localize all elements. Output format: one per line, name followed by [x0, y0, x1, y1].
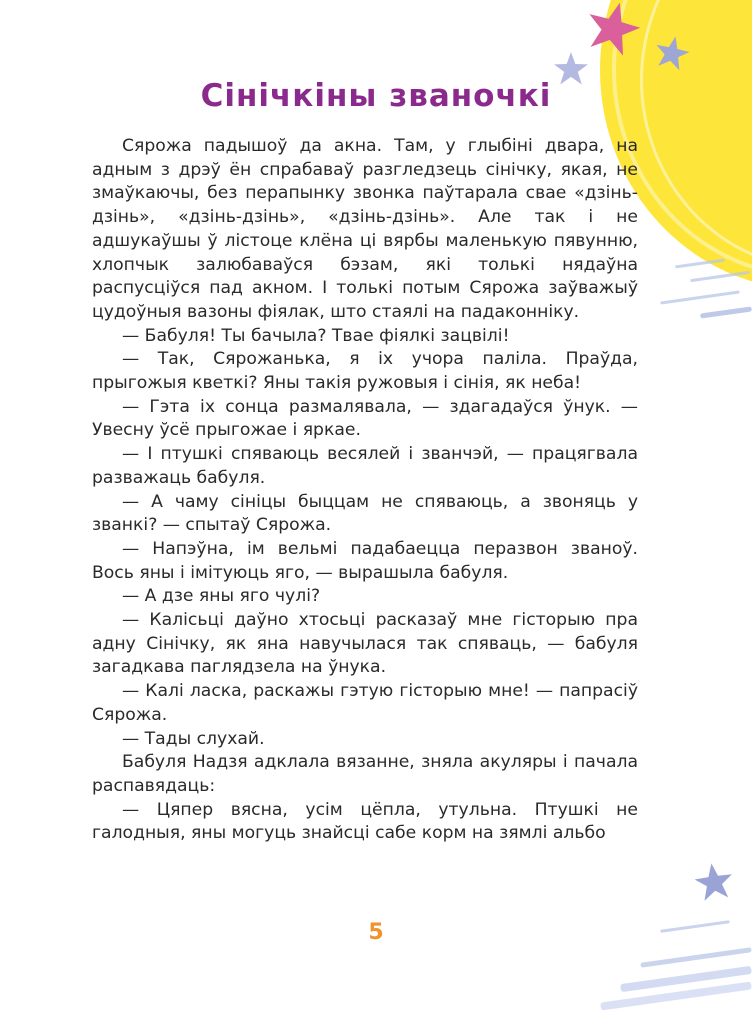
blue-star-icon [654, 35, 690, 71]
story-title: Сінічкіны званочкі [200, 78, 552, 114]
paragraph: — І птушкі спяваюць весялей і званчэй, — працягвала разважаць бабуля. [92, 444, 638, 488]
paragraph: — Так, Сярожанька, я іх учора паліла. Праўда, прыгожыя кветкі? Яны такія ружовыя і сінія, як неба! [92, 349, 638, 394]
page-number: 5 [368, 920, 384, 945]
pink-star-icon [584, 0, 642, 56]
paragraph: Сярожа падышоў да акна. Там, у глыбіні двара, на адным з дрэў ён спрабаваў разгледзець сінічку, якая, не змаўкаючы, без перапынку звонка паўтарала свае «дзінь-дзінь», «дзінь-дзінь», «дзінь-дзінь». Але так і не адшукаўшы ў лістоце клёна ці вярбы маленькую пявунню, хлопчык залюбаваўся бэзам, які толькі нядаўна распусціўся пад акном. І толькі потым Сярожа заўважыў цудоўныя вазоны фіялак, што стаялі на падаконніку. [92, 136, 638, 322]
paragraph: — Тады слухай. [122, 728, 265, 749]
paragraph: — А дзе яны яго чулі? [122, 586, 321, 607]
paragraph: — Бабуля! Ты бачыла? Твае фіялкі зацвілі! [122, 325, 510, 346]
story-body [92, 135, 638, 846]
paragraph: — Гэта іх сонца размалявала, — здагадаўся ўнук. — Увесну ўсё прыгожае і яркае. [92, 396, 638, 441]
paragraph: — Цяпер вясна, усім цёпла, утульна. Птушкі не галодныя, яны могуць знайсці сабе корм на зямлі альбо [92, 799, 638, 844]
paragraph: — Напэўна, ім вельмі падабаецца перазвон званоў. Вось яны і імітуюць яго, — вырашыла бабуля. [92, 538, 638, 583]
paragraph: Бабуля Надзя адклала вязанне, зняла акуляры і пачала распавядаць: [92, 752, 638, 796]
paragraph: — Калі ласка, раскажы гэтую гісторыю мне! — папрасіў Сярожа. [92, 681, 638, 725]
paragraph: — Калісьці даўно хтосьці расказаў мне гісторыю пра адну Сінічку, як яна навучылася так спяваць, — бабуля загадкава паглядзела на ўнука. [92, 610, 638, 678]
blue-star-bottom-icon [694, 862, 734, 902]
paragraph: — А чаму сініцы быццам не спяваюць, а звоняць у званкі? — спытаў Сярожа. [92, 491, 638, 536]
